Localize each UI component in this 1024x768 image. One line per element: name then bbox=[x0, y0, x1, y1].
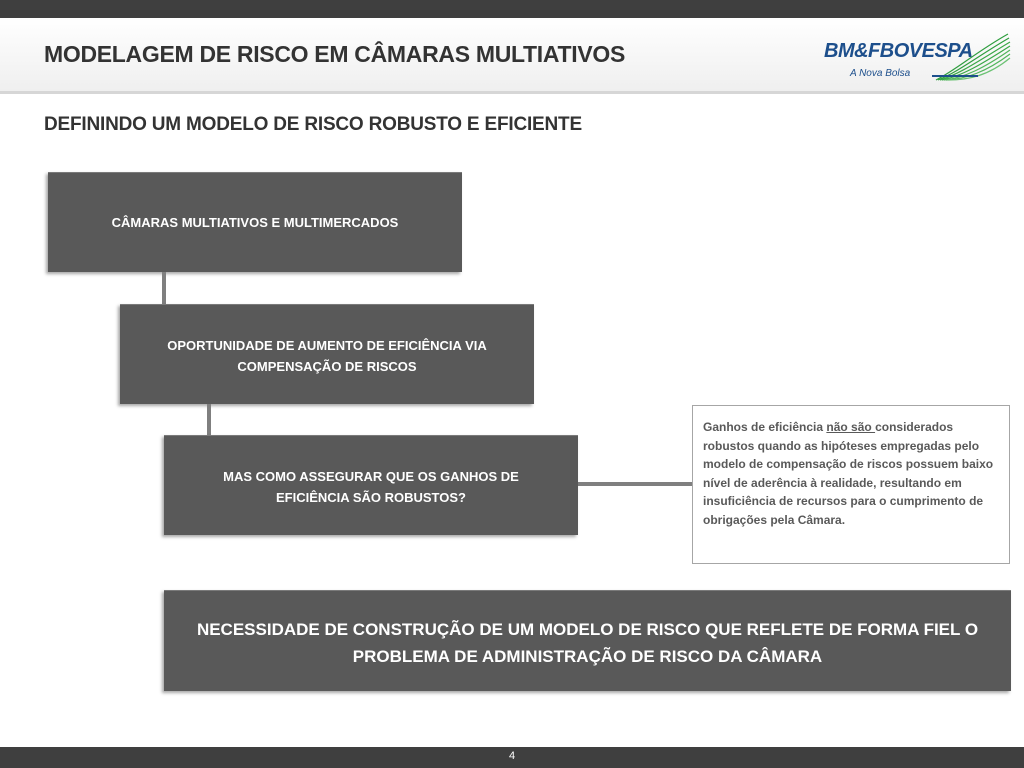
note-text-part1: Ganhos de eficiência bbox=[703, 420, 827, 434]
connector-to-note bbox=[578, 482, 692, 486]
connector-2 bbox=[207, 404, 211, 435]
logo-text: BM&FBOVESPA bbox=[824, 40, 973, 62]
explanation-note bbox=[692, 405, 1010, 564]
logo-tagline: A Nova Bolsa bbox=[850, 68, 911, 79]
bmfbovespa-logo bbox=[824, 32, 1014, 92]
logo-swoosh-icon bbox=[932, 32, 1012, 84]
conclusion-label: NECESSIDADE DE CONSTRUÇÃO DE UM MODELO DE RISCO QUE REFLETE DE FORMA FIEL O PROBLEMA DE ADMINISTRAÇÃO DE RISCO DA CÂMARA bbox=[196, 620, 979, 666]
slide-title: MODELAGEM DE RISCO EM CÂMARAS MULTIATIVOS bbox=[44, 41, 626, 67]
flow-step-2-label: OPORTUNIDADE DE AUMENTO DE EFICIÊNCIA VIA COMPENSAÇÃO DE RISCOS bbox=[167, 338, 487, 374]
section-subtitle: DEFININDO UM MODELO DE RISCO ROBUSTO E EFICIENTE bbox=[44, 114, 582, 135]
connector-1 bbox=[162, 272, 166, 304]
top-bar bbox=[0, 0, 1024, 18]
flow-step-2 bbox=[120, 304, 534, 404]
note-text-part2: considerados robustos quando as hipóteses empregadas pelo modelo de compensação de riscos possuem baixo nível de aderência à realidade, resultando em insuficiência de recursos para o cumprimento de obrigações pela Câmara. bbox=[703, 420, 994, 527]
conclusion-box bbox=[164, 590, 1011, 691]
footer-bar bbox=[0, 747, 1024, 768]
flow-step-3 bbox=[164, 435, 578, 535]
flow-step-3-label: MAS COMO ASSEGURAR QUE OS GANHOS DE EFICIÊNCIA SÃO ROBUSTOS? bbox=[223, 469, 519, 505]
note-emphasis: não são bbox=[826, 420, 876, 434]
slide-header bbox=[0, 18, 1024, 94]
page-number: 4 bbox=[508, 750, 516, 762]
flow-step-1 bbox=[48, 172, 462, 272]
flow-step-1-label: CÂMARAS MULTIATIVOS E MULTIMERCADOS bbox=[111, 215, 399, 230]
